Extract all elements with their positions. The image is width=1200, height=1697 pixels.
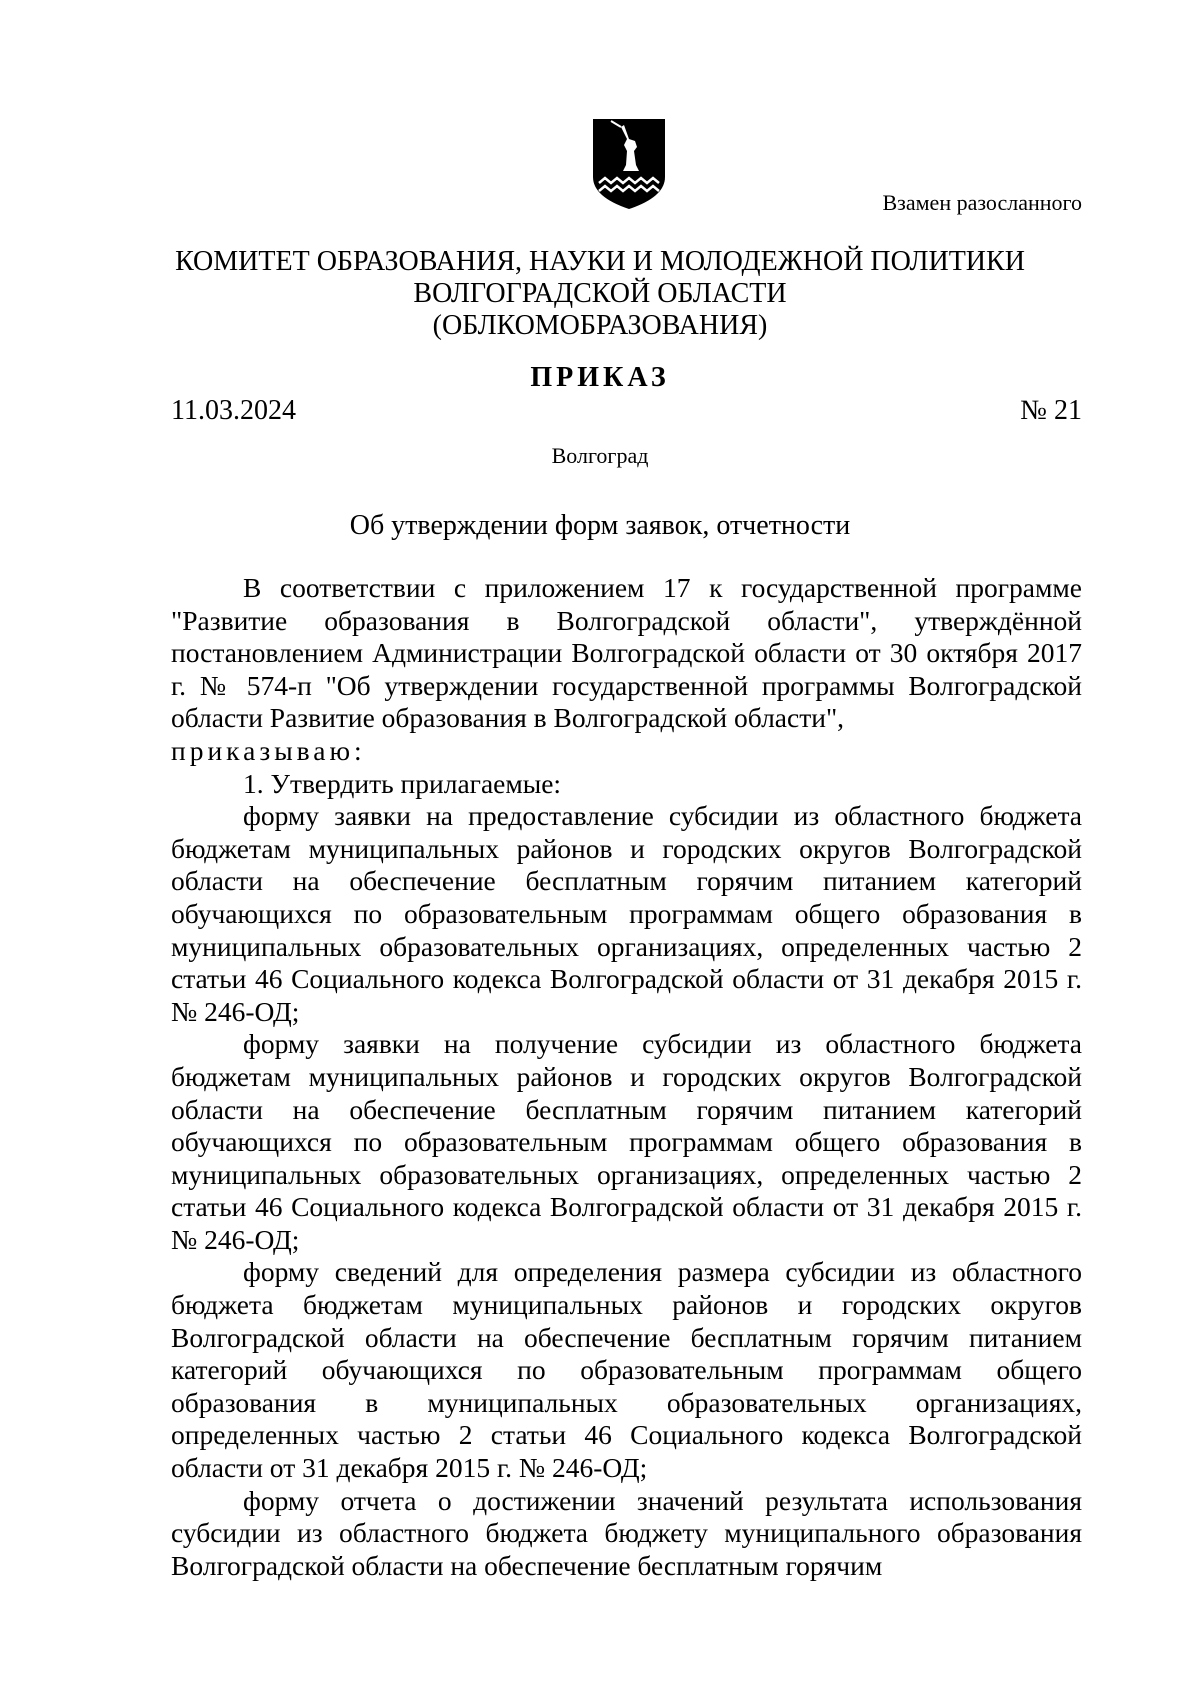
org-line: ВОЛГОГРАДСКОЙ ОБЛАСТИ xyxy=(413,278,787,309)
document-date: 11.03.2024 xyxy=(171,395,296,426)
form-paragraph-4: форму отчета о достижении значений результата использования субсидии из областного бюджета бюджету муниципального образования Волгоградской области на обеспечение бесплатным горячим xyxy=(171,1484,1082,1581)
organization-name xyxy=(0,246,1200,342)
preamble-paragraph: В соответствии с приложением 17 к государственной программе "Развитие образования в Волгоградской области", утверждённой постановлением Администрации Волгоградской области от 30 октября 2017 г. № 574-п "Об утверждении государственной программы Волгоградской области Развитие образования в Волгоградской области", xyxy=(171,572,1082,734)
form-paragraph-2: форму заявки на получение субсидии из областного бюджета бюджетам муниципальных районов и городских округов Волгоградской области на обеспечение бесплатным горячим питанием категорий обучающихся по образовательным программам общего образования в муниципальных образовательных организациях, определенных частью 2 статьи 46 Социального кодекса Волгоградской области от 31 декабря 2015 г. № 246-ОД; xyxy=(171,1028,1082,1255)
document-subject: Об утверждении форм заявок, отчетности xyxy=(349,510,851,541)
form-paragraph-1: форму заявки на предоставление субсидии из областного бюджета бюджетам муниципальных районов и городских округов Волгоградской области на обеспечение бесплатным горячим питанием категорий обучающихся по образовательным программам общего образования в муниципальных образовательных организациях, определенных частью 2 статьи 46 Социального кодекса Волгоградской области от 31 декабря 2015 г. № 246-ОД; xyxy=(171,800,1082,1027)
document-number: № 21 xyxy=(1020,395,1082,426)
document-body xyxy=(171,572,1082,1582)
volgograd-coat-of-arms-icon xyxy=(591,117,667,211)
document-type: ПРИКАЗ xyxy=(530,362,670,393)
org-line: (ОБЛКОМОБРАЗОВАНИЯ) xyxy=(432,310,768,341)
org-line: КОМИТЕТ ОБРАЗОВАНИЯ, НАУКИ И МОЛОДЕЖНОЙ ПОЛИТИКИ xyxy=(175,246,1025,277)
form-paragraph-3: форму сведений для определения размера субсидии из областного бюджета бюджетам муниципальных районов и городских округов Волгоградской области на обеспечение бесплатным горячим питанием категорий обучающихся по образовательным программам общего образования в муниципальных образовательных организациях, определенных частью 2 статьи 46 Социального кодекса Волгоградской области от 31 декабря 2015 г. № 246-ОД; xyxy=(171,1256,1082,1484)
item-paragraph: 1. Утвердить прилагаемые: xyxy=(243,767,562,799)
replacement-note: Взамен разосланного xyxy=(882,190,1082,215)
order-word: приказываю: xyxy=(171,734,366,766)
document-city: Волгоград xyxy=(551,443,649,468)
